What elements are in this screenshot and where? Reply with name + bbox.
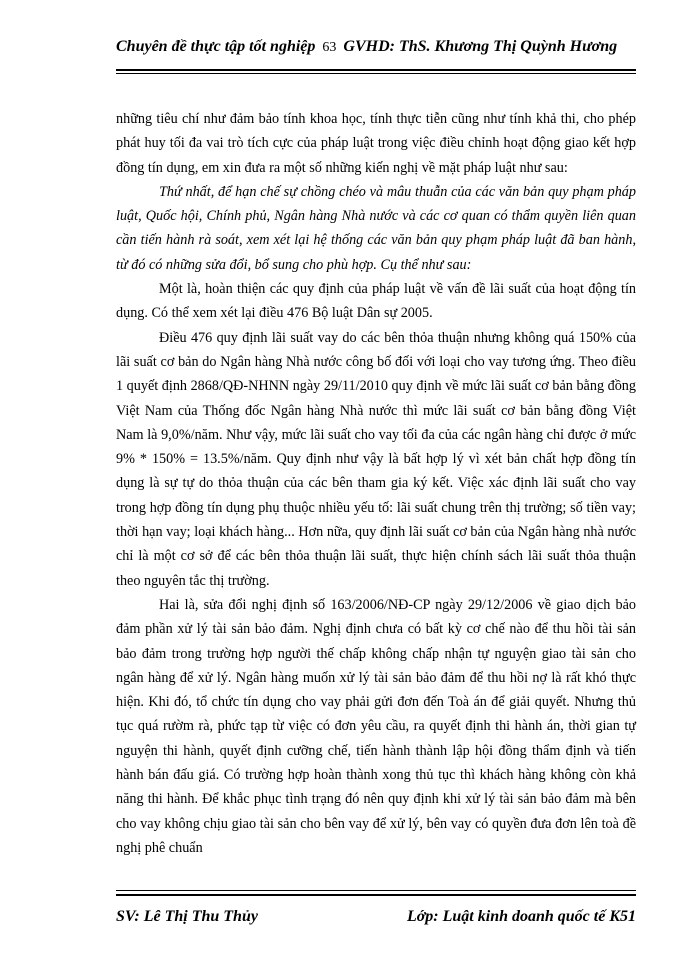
header-rule-thin <box>116 73 636 74</box>
footer-student: SV: Lê Thị Thu Thủy <box>116 908 258 925</box>
page-footer <box>116 908 636 926</box>
header-supervisor: GVHD: ThS. Khương Thị Quỳnh Hương <box>343 38 618 55</box>
paragraph-first-recommendation: Thứ nhất, để hạn chế sự chồng chéo và mâu thuẫn của các văn bản quy phạm pháp luật, Quốc hội, Chính phủ, Ngân hàng Nhà nước và các cơ quan có thẩm quyền liên quan cần tiến hành rà soát, xem xét lại hệ thống các văn bản quy phạm pháp luật đã ban hành, từ đó có những sửa đổi, bổ sung cho phù hợp. Cụ thể như sau: <box>116 183 636 273</box>
header-title: Chuyên đề thực tập tốt nghiệp <box>116 38 316 55</box>
paragraph-point-one: Một là, hoàn thiện các quy định của pháp luật về vấn đề lãi suất của hoạt động tín dụng. Có thể xem xét lại điều 476 Bộ luật Dân sự 2005. <box>116 281 636 322</box>
paragraph-article-476: Điều 476 quy định lãi suất vay do các bên thỏa thuận nhưng không quá 150% của lãi suất cơ bản do Ngân hàng Nhà nước công bố đối với loại cho vay tương ứng. Theo điều 1 quyết định 2868/QĐ-NHNN ngày 29/11/2010 quy định về mức lãi suất cơ bản bằng đồng Việt Nam của Thống đốc Ngân hàng Nhà nước thì mức lãi suất cơ bản bằng đồng Việt Nam là 9,0%/năm. Như vậy, mức lãi suất cho vay tối đa của các ngân hàng chỉ được ở mức 9% * 150% = 13.5%/năm. Quy định như vậy là bất hợp lý vì xét bản chất hợp đồng tín dụng là sự tự do thỏa thuận của các bên tham gia ký kết. Việc xác định lãi suất cho vay trong hợp đồng tín dụng phụ thuộc nhiều yếu tố: lãi suất chung trên thị trường; số tiền vay; thời hạn vay; loại khách hàng... Hơn nữa, quy định lãi suất cơ bản của Ngân hàng nhà nước chỉ là một cơ sở để các bên thỏa thuận lãi suất, thực hiện chính sách lãi suất thỏa thuận theo nguyên tắc thị trường. <box>116 329 636 589</box>
footer-class: Lớp: Luật kinh doanh quốc tế K51 <box>406 908 636 925</box>
footer-rule-thick <box>116 894 636 896</box>
paragraph-intro: những tiêu chí như đảm bảo tính khoa học, tính thực tiễn cũng như tính khả thi, cho phép phát huy tối đa vai trò tích cực của pháp luật trong việc điều chỉnh hoạt động giao kết hợp đồng tín dụng, em xin đưa ra một số những kiến nghị về mặt pháp luật như sau: <box>116 111 636 176</box>
page-header <box>116 38 636 56</box>
footer-rule-thin <box>116 890 636 891</box>
paragraph-point-two: Hai là, sửa đổi nghị định số 163/2006/NĐ-CP ngày 29/12/2006 về giao dịch bảo đảm phần xử lý tài sản bảo đảm. Nghị định chưa có bất kỳ cơ chế nào để thu hồi tài sản bảo đảm trong trường hợp người thế chấp không chấp nhận tự nguyện giao tài sản cho ngân hàng để xử lý. Ngân hàng muốn xử lý tài sản bảo đảm để thu hồi nợ là rất khó thực hiện. Khi đó, tổ chức tín dụng cho vay phải gửi đơn đến Toà án để giải quyết. Nhưng thủ tục quá rườm rà, phức tạp từ việc có đơn yêu cầu, ra quyết định thi hành án, thời gian tự nguyện thi hành, quyết định cưỡng chế, tiến hành thành lập hội đồng thẩm định và tiến hành bán đấu giá. Có trường hợp hoàn thành xong thủ tục thì khách hàng không còn khả năng thi hành. Để khắc phục tình trạng đó nên quy định khi xử lý tài sản bảo đảm mà bên cho vay không chịu giao tài sản cho bên vay để xử lý, bên vay có quyền đưa đơn lên toà đề nghị phê chuẩn <box>116 596 636 856</box>
page-number: 63 <box>322 40 337 55</box>
header-rule-thick <box>116 69 636 71</box>
document-body <box>116 107 636 860</box>
